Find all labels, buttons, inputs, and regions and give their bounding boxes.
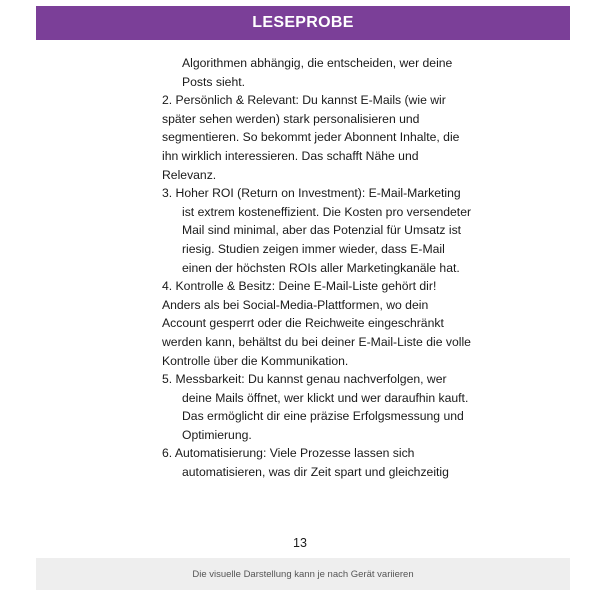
paragraph-item-3: 3. Hoher ROI (Return on Investment): E-Mail-Marketing ist extrem kosteneffizient. Die Kosten pro versendeter Mail sind minimal, aber das Potenzial für Umsatz ist riesig. Studien zeigen immer wieder, dass E-Mail einen der höchsten ROIs aller Marketingkanäle hat.: [162, 186, 472, 275]
banner-title: LESEPROBE: [252, 14, 354, 31]
paragraph-item-4: 4. Kontrolle & Besitz: Deine E-Mail-Liste gehört dir! Anders als bei Social-Media-Plattformen, wo dein Account gesperrt oder die Reichweite eingeschränkt werden kann, behältst du bei deiner E-Mail-Liste die volle Kontrolle über die Kommunikation.: [162, 279, 471, 368]
paragraph-item-2: 2. Persönlich & Relevant: Du kannst E-Mails (wie wir später sehen werden) stark personalisieren und segmentieren. So bekommt jeder Abonnent Inhalte, die ihn wirklich interessieren. Das schafft Nähe und Relevanz.: [162, 93, 460, 182]
footer-note: Die visuelle Darstellung kann je nach Gerät variieren: [192, 568, 414, 580]
page-number: 13: [293, 536, 307, 550]
page-content: [162, 54, 472, 482]
paragraph-item-5: 5. Messbarkeit: Du kannst genau nachverfolgen, wer deine Mails öffnet, wer klickt und wer daraufhin kauft. Das ermöglicht dir eine präzise Erfolgsmessung und Optimierung.: [162, 372, 469, 442]
paragraph-item-6: 6. Automatisierung: Viele Prozesse lassen sich automatisieren, was dir Zeit spart und gleichzeitig: [162, 446, 449, 480]
preview-banner: [36, 6, 570, 40]
paragraph-continuation: Algorithmen abhängig, die entscheiden, wer deine Posts sieht.: [182, 56, 453, 89]
footer-disclaimer: [36, 558, 570, 590]
